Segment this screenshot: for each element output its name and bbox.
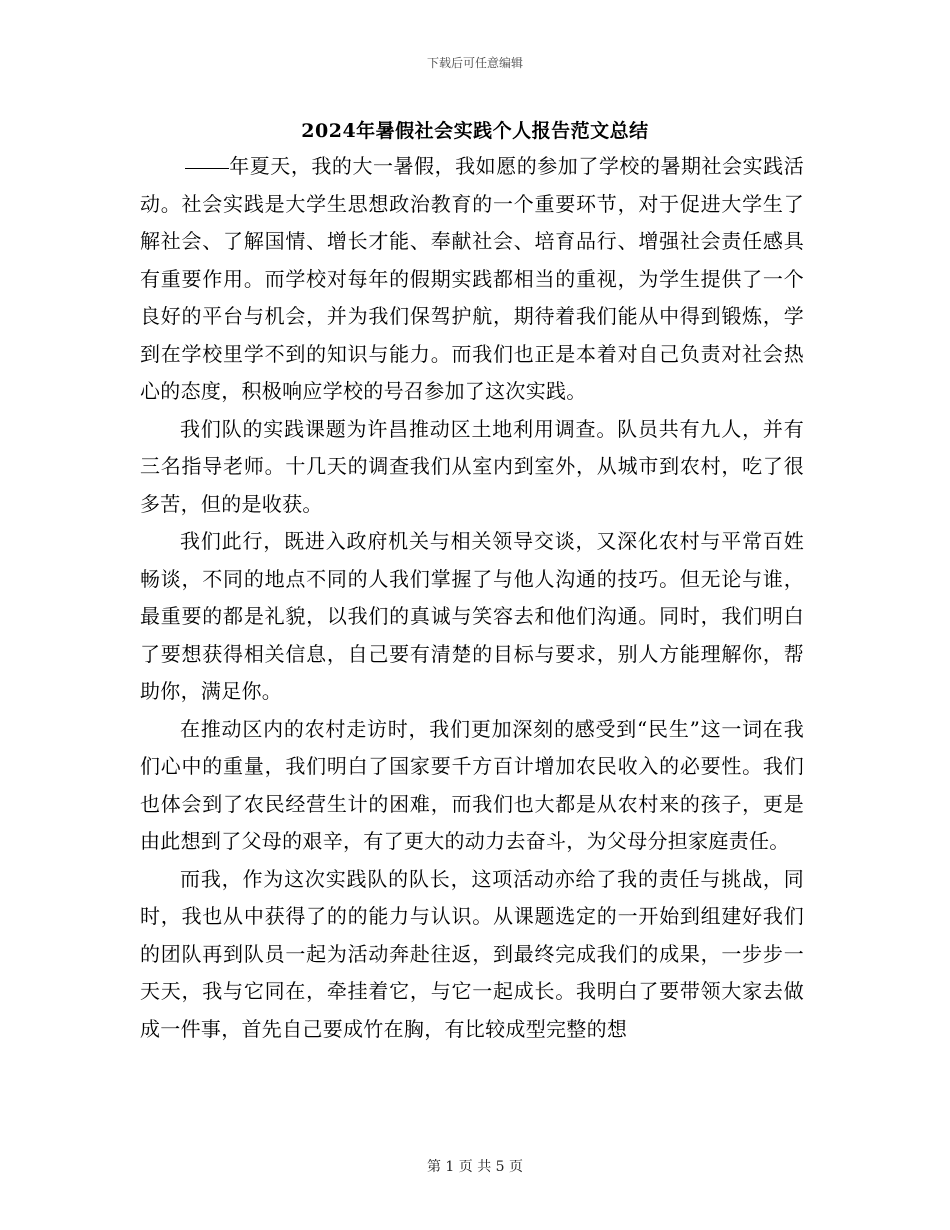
paragraph-3: 我们此行，既进入政府机关与相关领导交谈，又深化农村与平常百姓畅谈，不同的地点不同的人我们掌握了与他人沟通的技巧。但无论与谁，最重要的都是礼貌，以我们的真诚与笑容去和他们沟通。同时，我们明白了要想获得相关信息，自己要有清楚的目标与要求，别人方能理解你，帮助你，满足你。 <box>140 529 804 703</box>
paragraph-2: 我们队的实践课题为许昌推动区土地利用调查。队员共有九人，并有三名指导老师。十几天的调查我们从室内到室外，从城市到农村，吃了很多苦，但的是收获。 <box>140 416 804 516</box>
document-body <box>140 148 804 1048</box>
paragraph-5: 而我，作为这次实践队的队长，这项活动亦给了我的责任与挑战，同时，我也从中获得了的的能力与认识。从课题选定的一开始到组建好我们的团队再到队员一起为活动奔赴往返，到最终完成我们的成果，一步步一天天，我与它同在，牵挂着它，与它一起成长。我明白了要带领大家去做成一件事，首先自己要成竹在胸，有比较成型完整的想 <box>140 866 804 1041</box>
fill-in-blank <box>185 167 229 169</box>
paragraph-1 <box>140 148 804 411</box>
header-note: 下载后可任意编辑 <box>426 56 523 70</box>
paragraph-4: 在推动区内的农村走访时，我们更加深刻的感受到“民生”这一词在我们心中的重量，我们明白了国家要千方百计增加农民收入的必要性。我们也体会到了农民经营生计的困难，而我们也大都是从农村来的孩子，更是由此想到了父母的艰辛，有了更大的动力去奋斗，为父母分担家庭责任。 <box>140 716 804 853</box>
page-number-footer: 第 1 页 共 5 页 <box>426 1159 524 1175</box>
paragraph-1-text: 年夏天，我的大一暑假，我如愿的参加了学校的暑期社会实践活动。社会实践是大学生思想政治教育的一个重要环节，对于促进大学生了解社会、了解国情、增长才能、奉献社会、培育品行、增强社会责任感具有重要作用。而学校对每年的假期实践都相当的重视，为学生提供了一个良好的平台与机会，并为我们保驾护航，期待着我们能从中得到锻炼，学到在学校里学不到的知识与能力。而我们也正是本着对自己负责对社会热心的态度，积极响应学校的号召参加了这次实践。 <box>140 154 804 403</box>
document-title: 2024年暑假社会实践个人报告范文总结 <box>301 120 649 142</box>
